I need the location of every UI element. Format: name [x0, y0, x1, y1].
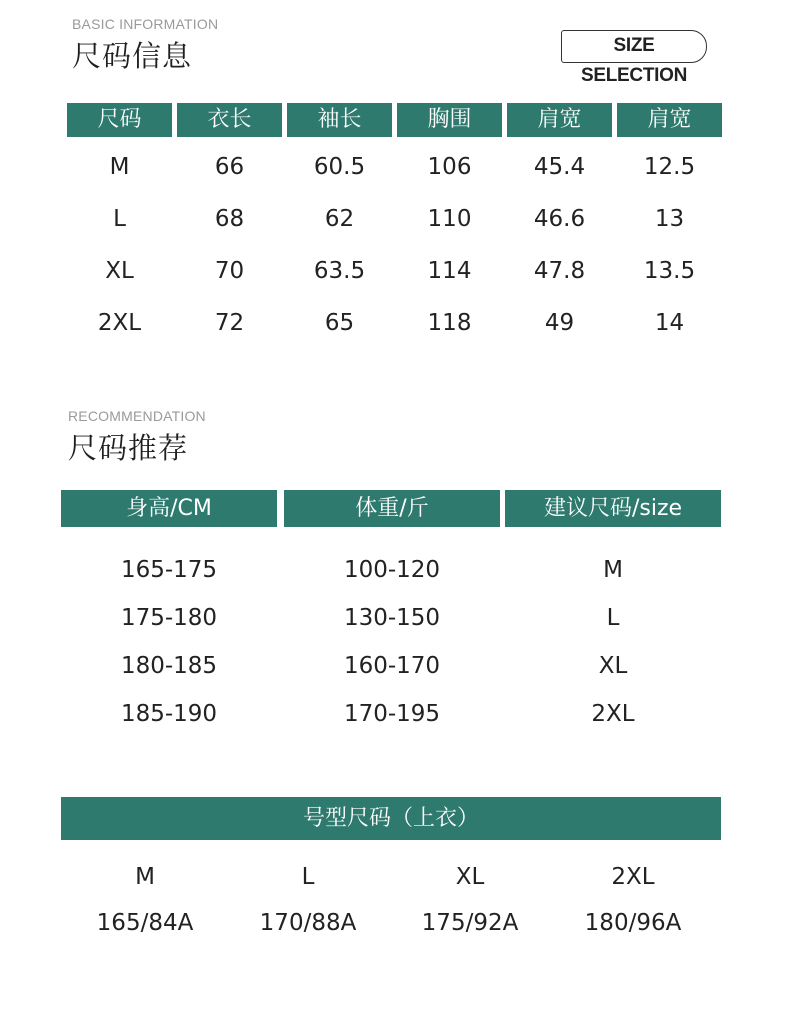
size-code: 165/84A — [96, 910, 194, 936]
size-code: 170/88A — [259, 910, 357, 936]
table-cell: XL — [105, 258, 134, 284]
table-cell: 100-120 — [343, 557, 441, 583]
table-cell: 66 — [214, 154, 245, 180]
table-cell: 49 — [544, 310, 575, 336]
table-cell: 70 — [214, 258, 245, 284]
table-cell: 110 — [427, 206, 472, 232]
table-cell: 63.5 — [313, 258, 366, 284]
header-shoulder-2: 肩宽 — [617, 103, 722, 137]
table-cell: 13 — [654, 206, 685, 232]
table-cell: 180-185 — [120, 653, 218, 679]
table-cell: 14 — [654, 310, 685, 336]
table-cell: 160-170 — [343, 653, 441, 679]
header-sleeve: 袖长 — [287, 103, 392, 137]
table-cell: 62 — [324, 206, 355, 232]
table-cell: 60.5 — [313, 154, 366, 180]
table-cell: 12.5 — [643, 154, 696, 180]
basic-info-title: 尺码信息 — [72, 39, 193, 73]
table-cell: 106 — [427, 154, 472, 180]
table-cell: 13.5 — [643, 258, 696, 284]
table-cell: 114 — [427, 258, 472, 284]
size-label: XL — [455, 864, 485, 890]
header-size: 尺码 — [67, 103, 172, 137]
size-code-header: 号型尺码（上衣） — [61, 797, 721, 840]
table-cell: M — [109, 154, 130, 180]
header-length: 衣长 — [177, 103, 282, 137]
header-height: 身高/CM — [61, 490, 277, 527]
size-code: 180/96A — [584, 910, 682, 936]
table-cell: 170-195 — [343, 701, 441, 727]
table-cell: 2XL — [591, 701, 635, 727]
table-cell: 130-150 — [343, 605, 441, 631]
basic-info-subtitle: BASIC INFORMATION — [72, 16, 219, 32]
size-selection-badge: SIZE SELECTION — [561, 30, 707, 63]
header-chest: 胸围 — [397, 103, 502, 137]
recommendation-title: 尺码推荐 — [68, 431, 189, 465]
size-label: L — [301, 864, 315, 890]
size-code: 175/92A — [421, 910, 519, 936]
table-cell: 68 — [214, 206, 245, 232]
header-shoulder: 肩宽 — [507, 103, 612, 137]
table-cell: 185-190 — [120, 701, 218, 727]
header-suggested-size: 建议尺码/size — [505, 490, 721, 527]
table-cell: 2XL — [97, 310, 142, 336]
recommendation-subtitle: RECOMMENDATION — [68, 408, 206, 424]
table-cell: 118 — [427, 310, 472, 336]
table-cell: M — [603, 557, 623, 583]
size-label: 2XL — [611, 864, 655, 890]
header-weight: 体重/斤 — [284, 490, 500, 527]
table-cell: 45.4 — [533, 154, 586, 180]
table-cell: L — [606, 605, 620, 631]
size-label: M — [135, 864, 155, 890]
table-cell: 47.8 — [533, 258, 586, 284]
table-cell: XL — [598, 653, 628, 679]
table-cell: 72 — [214, 310, 245, 336]
table-cell: 65 — [324, 310, 355, 336]
table-cell: 175-180 — [120, 605, 218, 631]
table-cell: 165-175 — [120, 557, 218, 583]
table-cell: L — [113, 206, 126, 232]
table-cell: 46.6 — [533, 206, 586, 232]
